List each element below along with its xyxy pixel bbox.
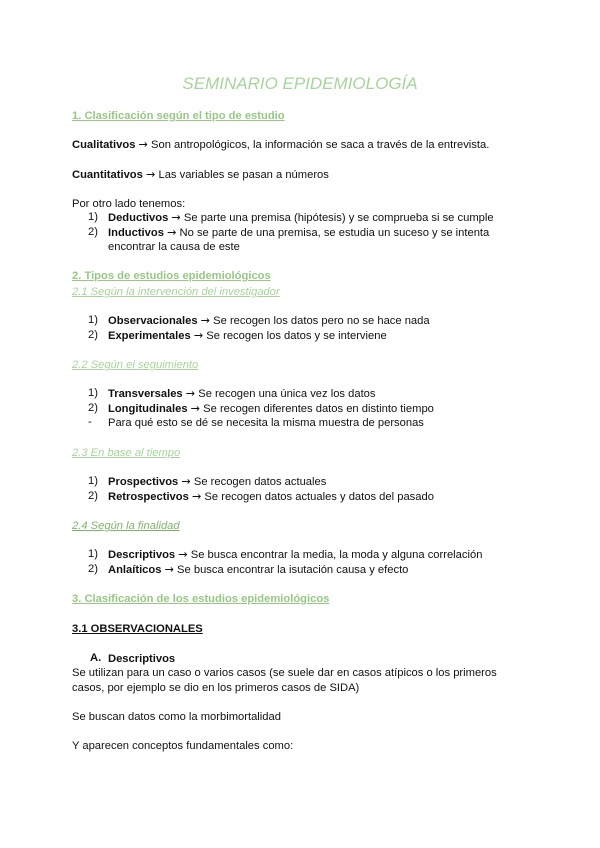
list-number: 1) (88, 548, 98, 560)
paragraph-line: Se utilizan para un caso o varios casos (se suele dar en casos atípicos o los primeros (72, 667, 497, 679)
arrow-icon: → (164, 563, 174, 576)
list-number: 2) (88, 563, 98, 575)
subheading-a-title: Descriptivos (108, 653, 176, 665)
arrow-icon: → (167, 226, 177, 239)
arrow-icon: → (191, 490, 202, 503)
list-number: 1) (88, 314, 98, 326)
paragraph: Y aparecen conceptos fundamentales como: (72, 740, 294, 752)
arrow-icon: → (178, 548, 188, 561)
arrow-icon: → (193, 329, 204, 342)
item-text: Se recogen los datos pero no se hace nada (210, 315, 430, 327)
arrow-icon: → (200, 314, 211, 327)
arrow-icon: → (181, 475, 191, 488)
item-text: Se recogen los datos y se interviene (203, 330, 387, 342)
item-text: Se busca encontrar la isutación causa y efecto (173, 564, 409, 576)
cualitativos-line (72, 138, 489, 152)
intro-text: Por otro lado tenemos: (72, 198, 186, 210)
paragraph: Se buscan datos como la morbimortalidad (72, 711, 281, 723)
list-number: 1) (88, 387, 98, 399)
subsection-2-2-heading: 2.2 Según el seguimiento (72, 359, 199, 371)
item-term: Observacionales (108, 315, 198, 327)
arrow-icon: → (138, 138, 148, 151)
item-text: No se parte de una premisa, se estudia un suceso y se intenta (176, 227, 490, 239)
list-number: 2) (88, 226, 98, 238)
cualitativos-text: Son antropológicos, la información se saca a través de la entrevista. (147, 139, 490, 151)
arrow-icon: → (185, 387, 196, 400)
cuantitativos-line (72, 168, 329, 182)
cuantitativos-term: Cuantitativos (72, 169, 143, 181)
cualitativos-term: Cualitativos (72, 139, 136, 151)
item-text: Para qué esto se dé se necesita la misma muestra de personas (108, 417, 424, 429)
list-letter: A. (90, 652, 102, 664)
cuantitativos-text: Las variables se pasan a números (155, 169, 329, 181)
item-text: Se recogen datos actuales y datos del pasado (201, 491, 434, 503)
subsection-3-1-heading: 3.1 OBSERVACIONALES (72, 623, 203, 635)
item-term: Experimentales (108, 330, 191, 342)
list-number: 2) (88, 490, 98, 502)
item-text: Se recogen diferentes datos en distinto tiempo (200, 403, 434, 415)
section-1-heading: 1. Clasificación según el tipo de estudio (72, 110, 285, 122)
item-term: Prospectivos (108, 476, 179, 488)
list-number: 1) (88, 475, 98, 487)
item-text: Se recogen datos actuales (190, 476, 327, 488)
item-term: Anlaíticos (108, 564, 162, 576)
item-term: Retrospectivos (108, 491, 189, 503)
subsection-2-3-heading: 2.3 En base al tiempo (72, 447, 181, 459)
list-bullet: - (88, 416, 92, 428)
item-text: Se parte una premisa (hipótesis) y se comprueba si se cumple (180, 212, 494, 224)
page-title: SEMINARIO EPIDEMIOLOGÍA (182, 74, 418, 93)
item-term: Longitudinales (108, 403, 188, 415)
item-term: Transversales (108, 388, 183, 400)
list-number: 1) (88, 211, 98, 223)
item-term: Inductivos (108, 227, 164, 239)
list-number: 2) (88, 329, 98, 341)
list-number: 2) (88, 402, 98, 414)
arrow-icon: → (190, 402, 201, 415)
subsection-2-1-heading: 2.1 Según la intervención del investigador (72, 286, 280, 298)
paragraph-line: casos, por ejemplo se dio en los primeros casos de SIDA) (72, 682, 360, 694)
subsection-2-4-heading: 2.4 Según la finalidad (72, 520, 180, 532)
section-3-heading: 3. Clasificación de los estudios epidemiológicos (72, 593, 330, 605)
item-term: Deductivos (108, 212, 169, 224)
item-continuation: encontrar la causa de este (108, 241, 240, 253)
item-text: Se busca encontrar la media, la moda y alguna correlación (187, 549, 483, 561)
item-text: Se recogen una única vez los datos (195, 388, 376, 400)
arrow-icon: → (171, 211, 181, 224)
item-term: Descriptivos (108, 549, 176, 561)
section-2-heading: 2. Tipos de estudios epidemiológicos (72, 270, 271, 282)
arrow-icon: → (145, 168, 156, 181)
